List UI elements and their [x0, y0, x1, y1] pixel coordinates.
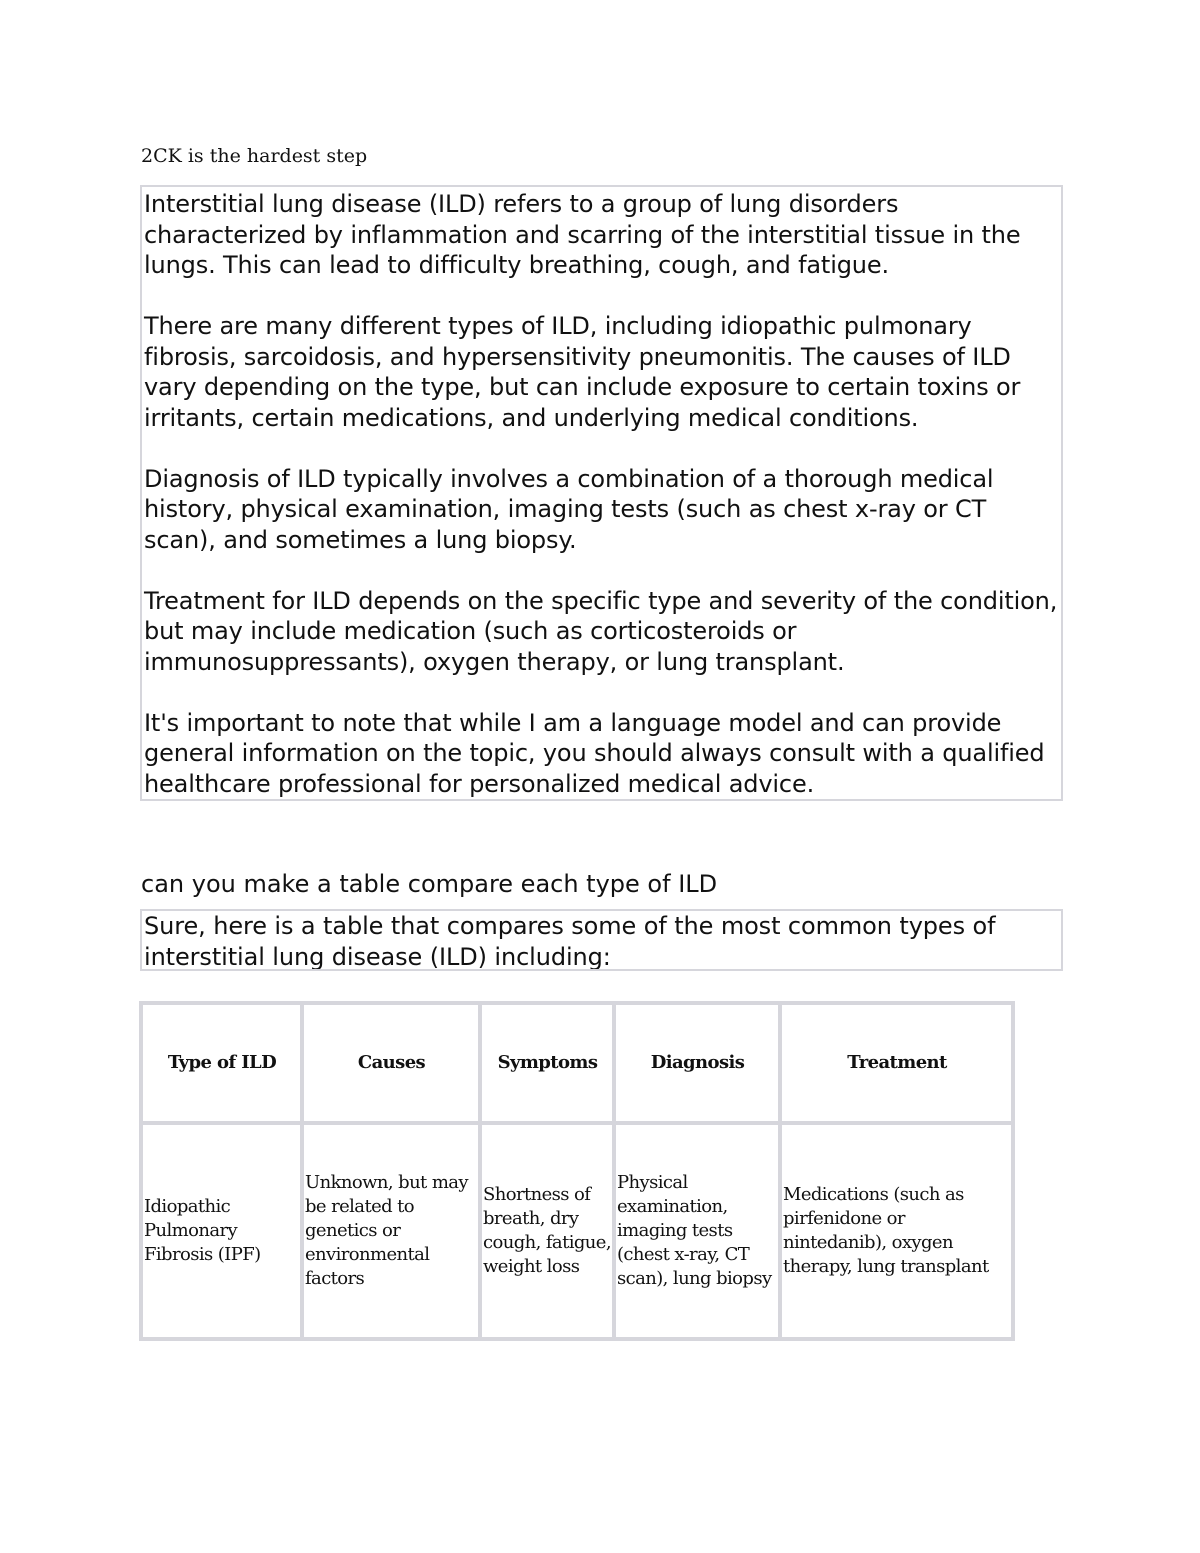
document-title: 2CK is the hardest step: [141, 145, 368, 167]
table-cell-treatment: Medications (such as pirfenidone or nintedanib), oxygen therapy, lung transplant: [780, 1123, 1013, 1339]
reply-block: [140, 909, 1063, 971]
table-row: [141, 1123, 1013, 1339]
table-cell-symptoms: Shortness of breath, dry cough, fatigue, weight loss: [480, 1123, 614, 1339]
answer-paragraph: There are many different types of ILD, including idiopathic pulmonary fibrosis, sarcoidosis, and hypersensitivity pneumonitis. The causes of ILD vary depending on the type, but can include exposure to certain toxins or irritants, certain medications, and underlying medical conditions.: [144, 312, 1021, 432]
column-header-symptoms: Symptoms: [480, 1003, 614, 1123]
answer-paragraph: It's important to note that while I am a language model and can provide general information on the topic, you should always consult with a qualified healthcare professional for personalized medical advice.: [144, 708, 1045, 798]
column-header-diagnosis: Diagnosis: [614, 1003, 780, 1123]
column-header-treatment: Treatment: [780, 1003, 1013, 1123]
column-header-type: Type of ILD: [141, 1003, 302, 1123]
question-text: can you make a table compare each type of ILD: [141, 870, 718, 898]
answer-paragraph: Diagnosis of ILD typically involves a combination of a thorough medical history, physical examination, imaging tests (such as chest x-ray or CT scan), and sometimes a lung biopsy.: [144, 464, 994, 554]
answer-paragraph: Treatment for ILD depends on the specific type and severity of the condition, but may include medication (such as corticosteroids or immunosuppressants), oxygen therapy, or lung transplant.: [144, 586, 1058, 676]
table-cell-type: Idiopathic Pulmonary Fibrosis (IPF): [141, 1123, 302, 1339]
reply-text: Sure, here is a table that compares some of the most common types of interstitial lung disease (ILD) including:: [144, 912, 996, 971]
column-header-causes: Causes: [302, 1003, 480, 1123]
answer-block: [140, 185, 1063, 801]
table-header-row: [141, 1003, 1013, 1123]
ild-comparison-table: [139, 1001, 1015, 1341]
table-cell-causes: Unknown, but may be related to genetics or environmental factors: [302, 1123, 480, 1339]
table-cell-diagnosis: Physical examination, imaging tests (chest x-ray, CT scan), lung biopsy: [614, 1123, 780, 1339]
answer-paragraph: Interstitial lung disease (ILD) refers to a group of lung disorders characterized by inflammation and scarring of the interstitial tissue in the lungs. This can lead to difficulty breathing, cough, and fatigue.: [144, 190, 1021, 279]
